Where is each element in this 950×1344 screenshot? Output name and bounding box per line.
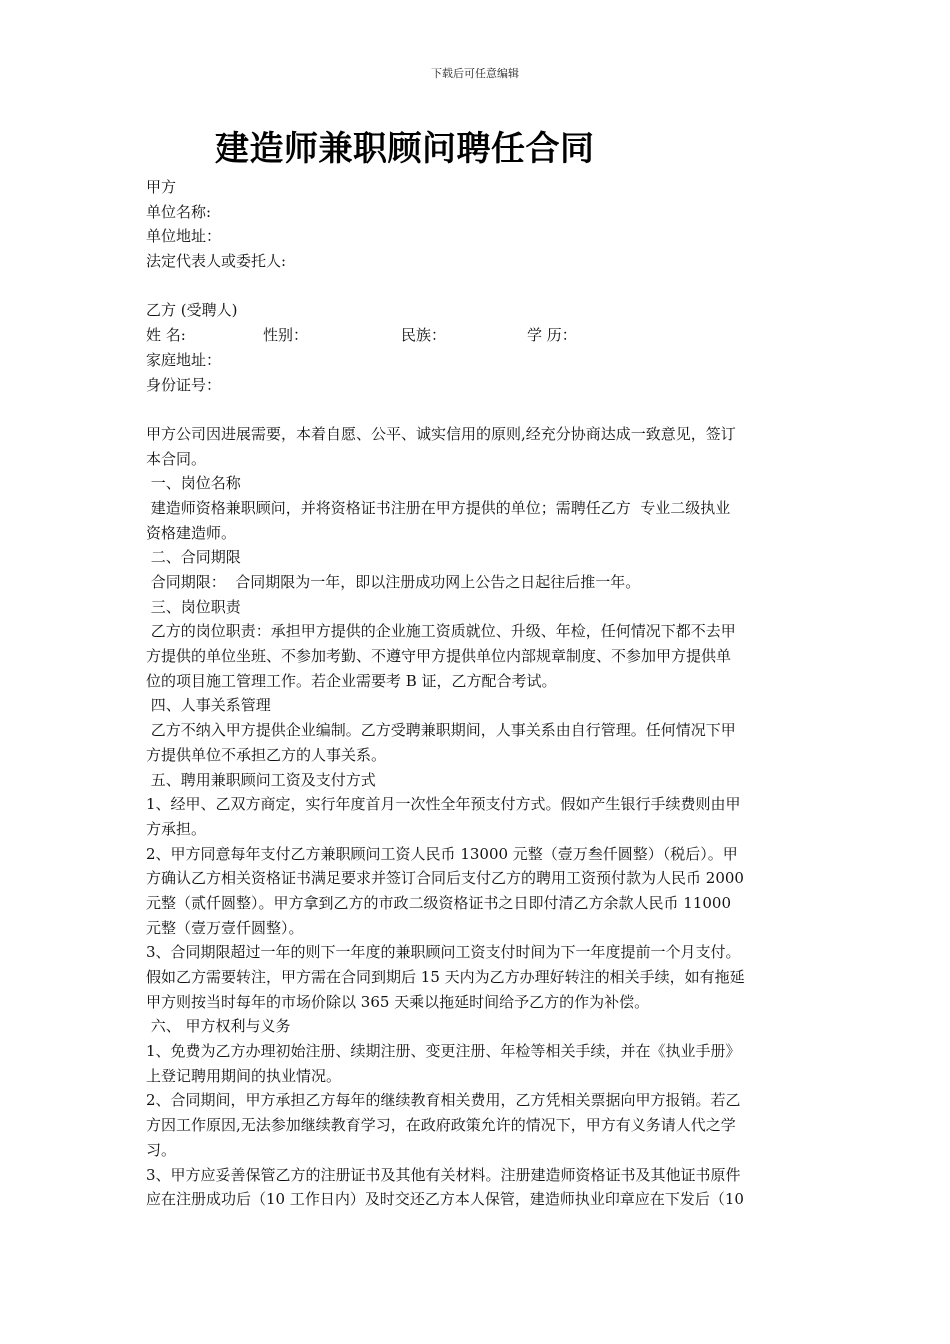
section-text-line: 乙方的岗位职责：承担甲方提供的企业施工资质就位、升级、年检，任何情况下都不去甲 <box>146 622 736 641</box>
spacer <box>146 274 812 299</box>
page-title: 建造师兼职顾问聘任合同 <box>215 129 595 169</box>
legal-rep-field: 法定代表人或委托人: <box>146 252 287 271</box>
section-heading: 六、 甲方权利与义务 <box>146 1017 291 1036</box>
ethnicity-field: 民族： <box>401 326 447 345</box>
unit-name-field: 单位名称: <box>146 202 212 221</box>
section-text-line: 应在注册成功后（10 工作日内）及时交还乙方本人保管，建造师执业印章应在下发后（10 <box>146 1190 744 1209</box>
section-text-line: 方提供的单位坐班、不参加考勤、不遵守甲方提供单位内部规章制度、不参加甲方提供单 <box>146 647 732 666</box>
document-body <box>146 175 812 1212</box>
header-note: 下载后可任意编辑 <box>431 67 519 80</box>
id-number-field: 身份证号： <box>146 375 222 394</box>
section-text-line: 习。 <box>146 1140 177 1159</box>
preamble-line: 本合同。 <box>146 449 207 468</box>
section-text-line: 3、合同期限超过一年的则下一年度的兼职顾问工资支付时间为下一年度提前一个月支付。 <box>146 943 741 962</box>
unit-address-field: 单位地址： <box>146 227 222 246</box>
preamble <box>146 422 812 471</box>
section-heading: 五、聘用兼职顾问工资及支付方式 <box>146 770 376 789</box>
section-text-line: 位的项目施工管理工作。若企业需要考 B 证，乙方配合考试。 <box>146 671 557 690</box>
party-a-block <box>146 175 812 274</box>
section-heading: 二、合同期限 <box>146 548 241 567</box>
section-text-line: 方承担。 <box>146 819 207 838</box>
contract-section <box>146 1014 812 1212</box>
section-text-line: 建造师资格兼职顾问，并将资格证书注册在甲方提供的单位；需聘任乙方 专业二级执业 <box>146 498 731 517</box>
contract-section <box>146 768 812 1015</box>
section-text-line: 2、合同期间，甲方承担乙方每年的继续教育相关费用，乙方凭相关票据向甲方报销。若乙 <box>146 1091 741 1110</box>
section-text-line: 乙方不纳入甲方提供企业编制。乙方受聘兼职期间，人事关系由自行管理。任何情况下甲 <box>146 721 736 740</box>
section-text-line: 元整（壹万壹仟圆整）。 <box>146 918 304 937</box>
section-text-line: 方因工作原因,无法参加继续教育学习，在政府政策允许的情况下，甲方有义务请人代之学 <box>146 1116 736 1135</box>
party-b-info-row <box>146 323 812 348</box>
education-field: 学 历： <box>527 326 577 345</box>
section-heading: 四、人事关系管理 <box>146 696 271 715</box>
section-text-line: 元整（贰仟圆整）。甲方拿到乙方的市政二级资格证书之日即付清乙方余款人民币 11000 <box>146 893 731 912</box>
section-text-line: 甲方则按当时每年的市场价除以 365 天乘以拖延时间给予乙方的作为补偿。 <box>146 992 650 1011</box>
section-text-line: 方提供单位不承担乙方的人事关系。 <box>146 745 387 764</box>
home-address-field: 家庭地址： <box>146 350 222 369</box>
section-text-line: 合同期限： 合同期限为一年，即以注册成功网上公告之日起往后推一年。 <box>146 573 641 591</box>
section-text-line: 1、免费为乙方办理初始注册、续期注册、变更注册、年检等相关手续，并在《执业手册》 <box>146 1042 741 1061</box>
section-text-line: 上登记聘用期间的执业情况。 <box>146 1066 342 1085</box>
section-text-line: 假如乙方需要转注，甲方需在合同到期后 15 天内为乙方办理好转注的相关手续，如有拖延 <box>146 968 745 986</box>
section-heading: 一、岗位名称 <box>146 474 241 493</box>
party-b-block <box>146 298 812 397</box>
party-b-heading: 乙方 (受聘人) <box>146 301 238 320</box>
section-heading: 三、岗位职责 <box>146 597 241 616</box>
section-text-line: 2、甲方同意每年支付乙方兼职顾问工资人民币 13000 元整（壹万叁仟圆整）（税后）。甲 <box>146 844 738 863</box>
name-field: 姓 名: <box>146 326 186 345</box>
contract-section <box>146 595 812 694</box>
sections <box>146 471 812 1212</box>
contract-section <box>146 693 812 767</box>
section-text-line: 资格建造师。 <box>146 523 237 542</box>
section-text-line: 方确认乙方相关资格证书满足要求并签订合同后支付乙方的聘用工资预付款为人民币 2000 <box>146 869 744 888</box>
spacer <box>146 397 812 422</box>
contract-section <box>146 471 812 545</box>
gender-field: 性别： <box>263 326 309 345</box>
section-text-line: 3、甲方应妥善保管乙方的注册证书及其他有关材料。注册建造师资格证书及其他证书原件 <box>146 1165 741 1184</box>
preamble-line: 甲方公司因进展需要，本着自愿、公平、诚实信用的原则,经充分协商达成一致意见，签订 <box>146 424 736 443</box>
party-a-heading: 甲方 <box>146 178 177 196</box>
contract-section <box>146 545 812 594</box>
section-text-line: 1、经甲、乙双方商定，实行年度首月一次性全年预支付方式。假如产生银行手续费则由甲 <box>146 795 741 814</box>
